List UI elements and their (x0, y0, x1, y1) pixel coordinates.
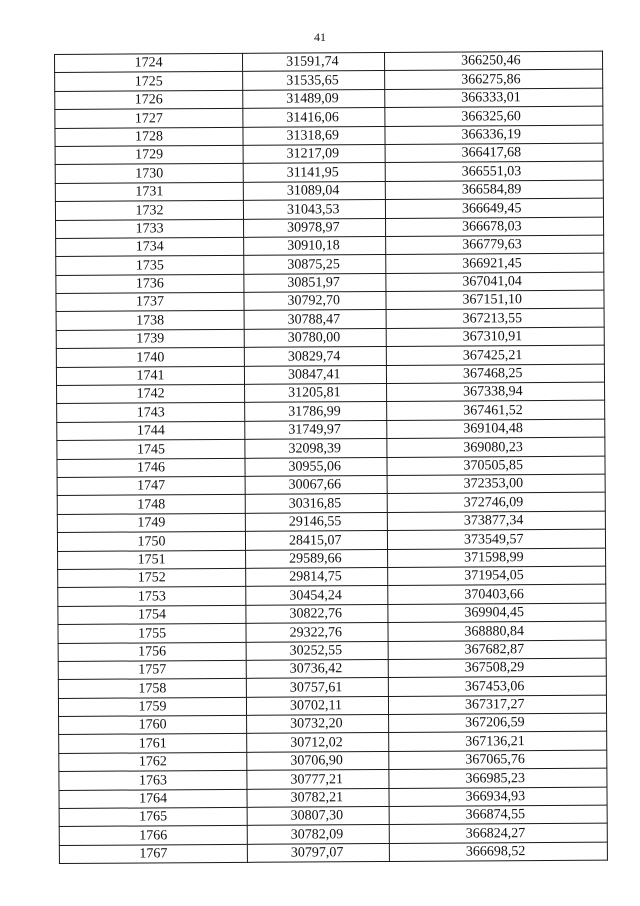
y-coordinate-cell: 367206,59 (389, 713, 607, 733)
point-number-cell: 1755 (58, 623, 246, 643)
y-coordinate-cell: 371954,05 (388, 566, 606, 586)
x-coordinate-cell: 30847,41 (244, 365, 386, 384)
x-coordinate-cell: 30782,21 (247, 788, 389, 807)
x-coordinate-cell: 30792,70 (244, 292, 386, 311)
x-coordinate-cell: 30702,11 (246, 696, 388, 715)
y-coordinate-cell: 366874,55 (389, 805, 607, 825)
y-coordinate-cell: 366921,45 (386, 253, 604, 273)
y-coordinate-cell: 366551,03 (385, 161, 603, 181)
point-number-cell: 1725 (55, 72, 243, 92)
x-coordinate-cell: 30788,47 (244, 310, 386, 329)
coordinates-table-body (55, 51, 608, 864)
x-coordinate-cell: 31786,99 (245, 402, 387, 421)
point-number-cell: 1765 (59, 807, 247, 827)
y-coordinate-cell: 373877,34 (387, 511, 605, 531)
point-number-cell: 1759 (58, 697, 246, 717)
x-coordinate-cell: 31489,09 (243, 89, 385, 108)
point-number-cell: 1743 (57, 403, 245, 423)
point-number-cell: 1764 (59, 789, 247, 809)
x-coordinate-cell: 31043,53 (243, 200, 385, 219)
y-coordinate-cell: 371598,99 (388, 548, 606, 568)
x-coordinate-cell: 30316,85 (245, 494, 387, 513)
point-number-cell: 1740 (56, 348, 244, 368)
x-coordinate-cell: 29589,66 (246, 549, 388, 568)
point-number-cell: 1745 (57, 440, 245, 460)
x-coordinate-cell: 31217,09 (243, 144, 385, 163)
y-coordinate-cell: 369080,23 (387, 437, 605, 457)
coordinates-table-container (54, 51, 607, 865)
point-number-cell: 1753 (58, 587, 246, 607)
y-coordinate-cell: 367682,87 (388, 640, 606, 660)
point-number-cell: 1739 (56, 329, 244, 349)
y-coordinate-cell: 367453,06 (388, 676, 606, 696)
point-number-cell: 1733 (56, 219, 244, 239)
x-coordinate-cell: 30067,66 (245, 475, 387, 494)
point-number-cell: 1756 (58, 642, 246, 662)
y-coordinate-cell: 367508,29 (388, 658, 606, 678)
y-coordinate-cell: 373549,57 (387, 529, 605, 549)
y-coordinate-cell: 367425,21 (386, 345, 604, 365)
y-coordinate-cell: 370505,85 (387, 456, 605, 476)
y-coordinate-cell: 366698,52 (389, 842, 607, 862)
point-number-cell: 1729 (55, 145, 243, 165)
point-number-cell: 1724 (55, 53, 243, 73)
x-coordinate-cell: 30822,76 (246, 604, 388, 623)
point-number-cell: 1734 (56, 237, 244, 257)
x-coordinate-cell: 30252,55 (246, 641, 388, 660)
y-coordinate-cell: 366985,23 (389, 768, 607, 788)
x-coordinate-cell: 30875,25 (244, 255, 386, 274)
y-coordinate-cell: 366417,68 (385, 143, 603, 163)
x-coordinate-cell: 30780,00 (244, 328, 386, 347)
point-number-cell: 1766 (59, 826, 247, 846)
y-coordinate-cell: 366250,46 (384, 51, 602, 71)
point-number-cell: 1747 (57, 476, 245, 496)
y-coordinate-cell: 366333,01 (385, 88, 603, 108)
x-coordinate-cell: 30829,74 (244, 347, 386, 366)
point-number-cell: 1748 (57, 495, 245, 515)
point-number-cell: 1752 (58, 568, 246, 588)
x-coordinate-cell: 31141,95 (243, 163, 385, 182)
y-coordinate-cell: 370403,66 (388, 584, 606, 604)
y-coordinate-cell: 367041,04 (386, 272, 604, 292)
y-coordinate-cell: 372353,00 (387, 474, 605, 494)
y-coordinate-cell: 367338,94 (387, 382, 605, 402)
point-number-cell: 1727 (55, 109, 243, 129)
point-number-cell: 1728 (55, 127, 243, 147)
point-number-cell: 1763 (59, 771, 247, 791)
point-number-cell: 1751 (58, 550, 246, 570)
y-coordinate-cell: 367065,76 (389, 750, 607, 770)
table-row (59, 842, 607, 864)
y-coordinate-cell: 366275,86 (385, 70, 603, 90)
x-coordinate-cell: 29322,76 (246, 623, 388, 642)
y-coordinate-cell: 366824,27 (389, 824, 607, 844)
x-coordinate-cell: 30910,18 (244, 236, 386, 255)
x-coordinate-cell: 30757,61 (246, 678, 388, 697)
point-number-cell: 1726 (55, 90, 243, 110)
x-coordinate-cell: 31318,69 (243, 126, 385, 145)
x-coordinate-cell: 29146,55 (245, 512, 387, 531)
x-coordinate-cell: 30777,21 (247, 770, 389, 789)
x-coordinate-cell: 28415,07 (245, 531, 387, 550)
point-number-cell: 1760 (59, 715, 247, 735)
point-number-cell: 1761 (59, 734, 247, 754)
y-coordinate-cell: 366678,03 (386, 217, 604, 237)
x-coordinate-cell: 30978,97 (244, 218, 386, 237)
point-number-cell: 1737 (56, 292, 244, 312)
y-coordinate-cell: 368880,84 (388, 621, 606, 641)
x-coordinate-cell: 31089,04 (243, 181, 385, 200)
point-number-cell: 1736 (56, 274, 244, 294)
x-coordinate-cell: 30706,90 (247, 751, 389, 770)
x-coordinate-cell: 31416,06 (243, 108, 385, 127)
y-coordinate-cell: 367461,52 (387, 401, 605, 421)
point-number-cell: 1750 (57, 531, 245, 551)
point-number-cell: 1744 (57, 421, 245, 441)
point-number-cell: 1749 (57, 513, 245, 533)
point-number-cell: 1741 (56, 366, 244, 386)
x-coordinate-cell: 30851,97 (244, 273, 386, 292)
point-number-cell: 1758 (58, 679, 246, 699)
y-coordinate-cell: 366649,45 (385, 198, 603, 218)
y-coordinate-cell: 367468,25 (386, 364, 604, 384)
x-coordinate-cell: 30797,07 (247, 843, 389, 862)
x-coordinate-cell: 29814,75 (246, 567, 388, 586)
coordinates-table (54, 51, 608, 865)
y-coordinate-cell: 367310,91 (386, 327, 604, 347)
y-coordinate-cell: 367317,27 (388, 695, 606, 715)
point-number-cell: 1757 (58, 660, 246, 680)
x-coordinate-cell: 30955,06 (245, 457, 387, 476)
x-coordinate-cell: 30782,09 (247, 825, 389, 844)
y-coordinate-cell: 367136,21 (389, 732, 607, 752)
y-coordinate-cell: 369904,45 (388, 603, 606, 623)
y-coordinate-cell: 367213,55 (386, 309, 604, 329)
x-coordinate-cell: 31749,97 (245, 420, 387, 439)
x-coordinate-cell: 30807,30 (247, 806, 389, 825)
y-coordinate-cell: 366934,93 (389, 787, 607, 807)
x-coordinate-cell: 30712,02 (247, 733, 389, 752)
y-coordinate-cell: 367151,10 (386, 290, 604, 310)
point-number-cell: 1731 (55, 182, 243, 202)
point-number-cell: 1767 (59, 844, 247, 864)
y-coordinate-cell: 366336,19 (385, 125, 603, 145)
y-coordinate-cell: 366779,63 (386, 235, 604, 255)
point-number-cell: 1730 (55, 164, 243, 184)
y-coordinate-cell: 372746,09 (387, 493, 605, 513)
point-number-cell: 1746 (57, 458, 245, 478)
point-number-cell: 1738 (56, 311, 244, 331)
x-coordinate-cell: 31205,81 (245, 384, 387, 403)
point-number-cell: 1742 (57, 384, 245, 404)
point-number-cell: 1735 (56, 256, 244, 276)
x-coordinate-cell: 32098,39 (245, 439, 387, 458)
point-number-cell: 1732 (55, 200, 243, 220)
x-coordinate-cell: 30736,42 (246, 659, 388, 678)
y-coordinate-cell: 369104,48 (387, 419, 605, 439)
x-coordinate-cell: 31535,65 (243, 71, 385, 90)
x-coordinate-cell: 31591,74 (242, 52, 384, 71)
page-number: 41 (314, 30, 326, 44)
x-coordinate-cell: 30454,24 (246, 586, 388, 605)
point-number-cell: 1762 (59, 752, 247, 772)
x-coordinate-cell: 30732,20 (247, 715, 389, 734)
point-number-cell: 1754 (58, 605, 246, 625)
y-coordinate-cell: 366584,89 (385, 180, 603, 200)
y-coordinate-cell: 366325,60 (385, 106, 603, 126)
